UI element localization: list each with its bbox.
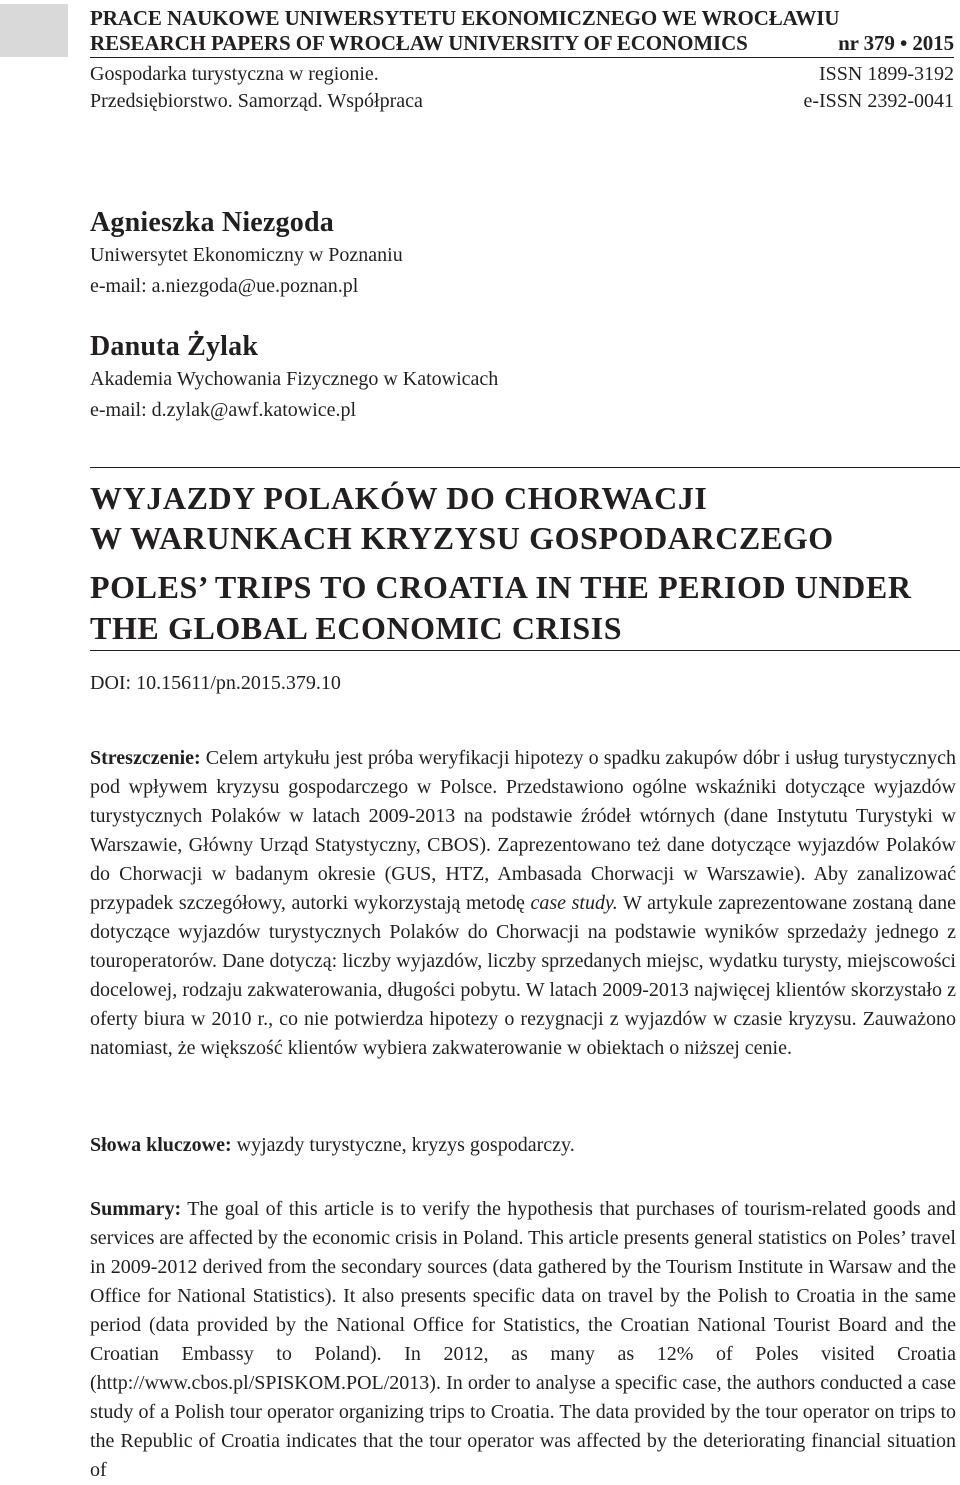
journal-header [90, 6, 954, 115]
series-line-2: Przedsiębiorstwo. Samorząd. Współpraca [90, 90, 423, 112]
title-english [90, 567, 912, 649]
summary-label: Summary: [90, 1198, 182, 1220]
series-line-1: Gospodarka turystyczna w regionie. [90, 63, 379, 85]
title-pl-line-2: W WARUNKACH KRYZYSU GOSPODARCZEGO [90, 520, 834, 556]
author-email: e-mail: a.niezgoda@ue.poznan.pl [90, 275, 359, 297]
authors-block [90, 206, 940, 426]
title-bottom-rule [90, 650, 960, 651]
abstract-italic: case study. [530, 892, 618, 914]
journal-name-en: RESEARCH PAPERS OF WROCŁAW UNIVERSITY OF ECONOMICS [90, 31, 748, 55]
grey-corner-tab [0, 4, 68, 57]
keywords-label: Słowa kluczowe: [90, 1134, 232, 1156]
issn: ISSN 1899-3192 [818, 63, 954, 85]
abstract-label: Streszczenie: [90, 747, 201, 769]
author-2 [90, 330, 940, 426]
summary-text: The goal of this article is to verify the hypothesis that purchases of tourism-related goods and services are affected by the economic crisis in Poland. This article presents general statistics on Poles’ travel in 2009-2012 derived from the secondary sources (data gathered by the Tourism Institute in Warsaw and the Office for National Statistics). It also presents specific data on travel by the Polish to Croatia in the same period (data provided by the National Office for Statistics, the Croatian National Tourist Board and the Croatian Embassy to Poland). In 2012, as many as 12% of Poles visited Croatia (http://www.cbos.pl/SPISKOM.POL/2013). In order to analyse a specific case, the authors conducted a case study of a Polish tour operator organizing trips to Croatia. The data provided by the tour operator on trips to the Republic of Croatia indicates that the tour operator was affected by the deteriorating financial situation of [90, 1198, 956, 1481]
journal-name-en-row [90, 31, 954, 56]
series-issn-row [90, 61, 954, 115]
keywords-pl [90, 1131, 956, 1160]
eissn: e-ISSN 2392-0041 [803, 90, 954, 112]
doi: DOI: 10.15611/pn.2015.379.10 [90, 672, 341, 694]
abstract-pl [90, 744, 956, 1063]
abstract-text-1: Celem artykułu jest próba weryfikacji hipotezy o spadku zakupów dóbr i usług turystycznych pod wpływem kryzysu gospodarczego w Polsce. Przedstawiono ogólne wskaźniki dotyczące wyjazdów turystycznych Polaków w latach 2009-2013 na podstawie źródeł wtórnych (dane Instytutu Turystyki w Warszawie, Główny Urząd Statystyczny, CBOS). Zaprezentowano też dane dotyczące wyjazdów Polaków do Chorwacji w badanym okresie (GUS, HTZ, Ambasada Chorwacji w Warszawie). Aby zanalizować przypadek szczegółowy, autorki wykorzystają metodę [90, 747, 956, 914]
header-rule [90, 57, 954, 58]
series-title [90, 61, 423, 115]
abstract-text-2: W artykule zaprezentowane zostaną dane dotyczące wyjazdów turystycznych Polaków do Chorwacji na podstawie wyników sprzedaży jednego z touroperatorów. Dane dotyczą: liczby wyjazdów, liczby sprzedanych miejsc, wydatku turysty, miejscowości docelowej, rodzaju zakwaterowania, długości pobytu. W latach 2009-2013 najwięcej klientów skorzystało z oferty biura w 2010 r., co nie potwierdza hipotezy o rezygnacji z wyjazdów w czasie kryzysu. Zauważono natomiast, że większość klientów wybiera zakwaterowanie w obiektach o niższej cenie. [90, 892, 956, 1059]
issn-block [803, 61, 954, 115]
issue-number: nr 379 • 2015 [838, 31, 954, 55]
author-affiliation: Akademia Wychowania Fizycznego w Katowicach [90, 368, 499, 390]
summary-en [90, 1195, 956, 1485]
author-name: Agnieszka Niezgoda [90, 207, 334, 238]
title-en-line-1: POLES’ TRIPS TO CROATIA IN THE PERIOD UNDER [90, 569, 912, 605]
keywords-text: wyjazdy turystyczne, kryzys gospodarczy. [231, 1134, 575, 1156]
title-pl-line-1: WYJAZDY POLAKÓW DO CHORWACJI [90, 480, 708, 516]
journal-name-pl: PRACE NAUKOWE UNIWERSYTETU EKONOMICZNEGO WE WROCŁAWIU [90, 6, 840, 30]
author-name: Danuta Żylak [90, 331, 259, 362]
author-1 [90, 206, 940, 302]
author-affiliation: Uniwersytet Ekonomiczny w Poznaniu [90, 244, 403, 266]
title-en-line-2: THE GLOBAL ECONOMIC CRISIS [90, 610, 623, 646]
author-email: e-mail: d.zylak@awf.katowice.pl [90, 399, 357, 421]
title-polish [90, 478, 834, 558]
title-top-rule [90, 467, 960, 468]
